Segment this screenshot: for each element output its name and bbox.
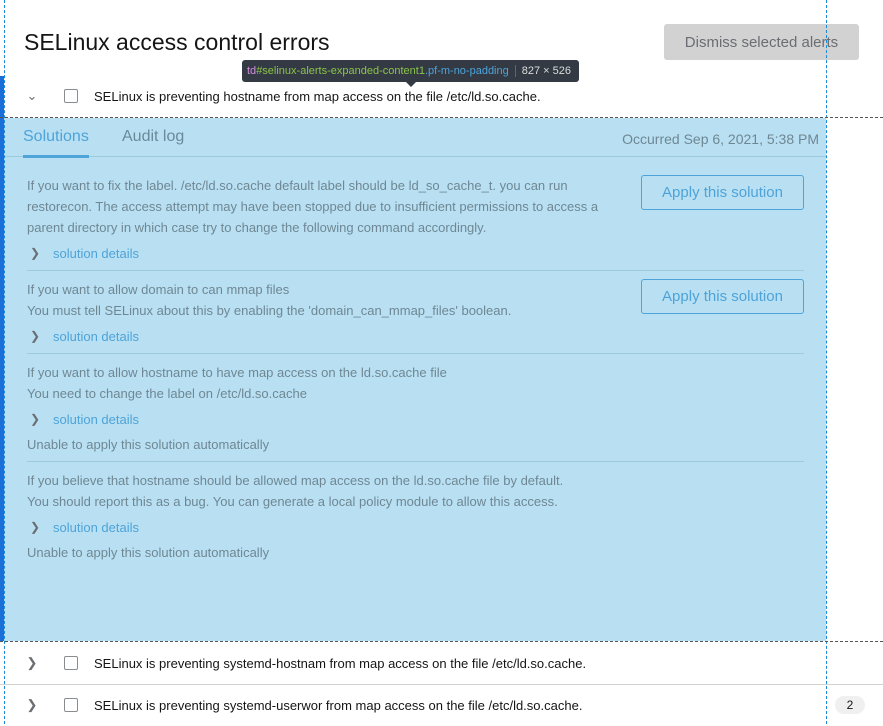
chevron-right-icon: ❯: [30, 329, 41, 343]
solution-item: [27, 171, 804, 271]
solution-item: [27, 462, 804, 569]
devtools-tooltip: [242, 60, 579, 82]
chevron-right-icon: ❯: [30, 246, 41, 260]
inspector-guide: [826, 0, 827, 724]
expanded-content: [4, 118, 826, 641]
solution-details-toggle[interactable]: [27, 409, 617, 430]
solution-details-toggle[interactable]: [27, 243, 617, 264]
alert-text: SELinux is preventing hostname from map access on the file /etc/ld.so.cache.: [94, 89, 541, 104]
tab-audit-log[interactable]: Audit log: [122, 128, 185, 145]
solution-details-label: solution details: [53, 412, 139, 427]
solution-item: [27, 354, 804, 462]
unable-text: Unable to apply this solution automatically: [27, 545, 270, 560]
apply-solution-button[interactable]: Apply this solution: [641, 279, 804, 314]
solution-text: If you want to fix the label. /etc/ld.so.cache default label should be ld_so_cache_t. you can run restorecon. The access attempt may have been stopped due to insufficient permissions to access a parent directory in which case try to change the following command accordingly.: [27, 178, 599, 235]
solution-details-toggle[interactable]: [27, 326, 617, 347]
chevron-down-icon[interactable]: ⌄: [26, 88, 38, 103]
tabs: [4, 118, 826, 157]
solution-text: If you want to allow hostname to have map access on the ld.so.cache file You need to change the label on /etc/ld.so.cache: [27, 365, 447, 401]
alert-row[interactable]: [0, 642, 883, 684]
chevron-right-icon: ❯: [30, 412, 41, 426]
inspector-guide: [0, 117, 883, 118]
solutions-list: [4, 157, 826, 569]
alert-text: SELinux is preventing systemd-userwor from map access on the file /etc/ld.so.cache.: [94, 697, 583, 713]
row-checkbox[interactable]: [64, 698, 78, 712]
solution-text: If you want to allow domain to can mmap files You must tell SELinux about this by enabling the 'domain_can_mmap_files' boolean.: [27, 282, 512, 318]
dismiss-selected-alerts-button[interactable]: Dismiss selected alerts: [664, 24, 859, 60]
solution-details-label: solution details: [53, 329, 139, 344]
row-checkbox[interactable]: [64, 656, 78, 670]
tooltip-tag: td: [247, 65, 257, 77]
solution-details-label: solution details: [53, 520, 139, 535]
chevron-right-icon[interactable]: ❯: [26, 697, 38, 712]
tooltip-size: 827 × 526: [515, 65, 571, 77]
tooltip-classes: .pf-m-no-padding: [424, 65, 509, 77]
apply-solution-button[interactable]: Apply this solution: [641, 175, 804, 210]
solution-details-toggle[interactable]: [27, 517, 617, 538]
solution-details-label: solution details: [53, 246, 139, 261]
chevron-right-icon: ❯: [30, 520, 41, 534]
row-checkbox[interactable]: [64, 89, 78, 103]
tab-solutions[interactable]: Solutions: [23, 128, 89, 145]
chevron-right-icon[interactable]: ❯: [26, 655, 38, 670]
inspector-guide: [4, 0, 5, 724]
alert-text: SELinux is preventing systemd-hostnam from map access on the file /etc/ld.so.cache.: [94, 655, 587, 671]
alert-row[interactable]: [0, 684, 883, 726]
unable-text: Unable to apply this solution automatically: [27, 437, 270, 452]
solution-text: If you believe that hostname should be allowed map access on the ld.so.cache file by default. You should report this as a bug. You can generate a local policy module to allow this access.: [27, 473, 564, 509]
tooltip-selector: #selinux-alerts-expanded-content1: [256, 65, 425, 77]
solution-item: [27, 271, 804, 354]
inspector-guide: [0, 641, 883, 642]
occurred-timestamp: Occurred Sep 6, 2021, 5:38 PM: [622, 131, 819, 147]
page-title: SELinux access control errors: [24, 29, 330, 55]
count-badge: 2: [835, 696, 865, 714]
